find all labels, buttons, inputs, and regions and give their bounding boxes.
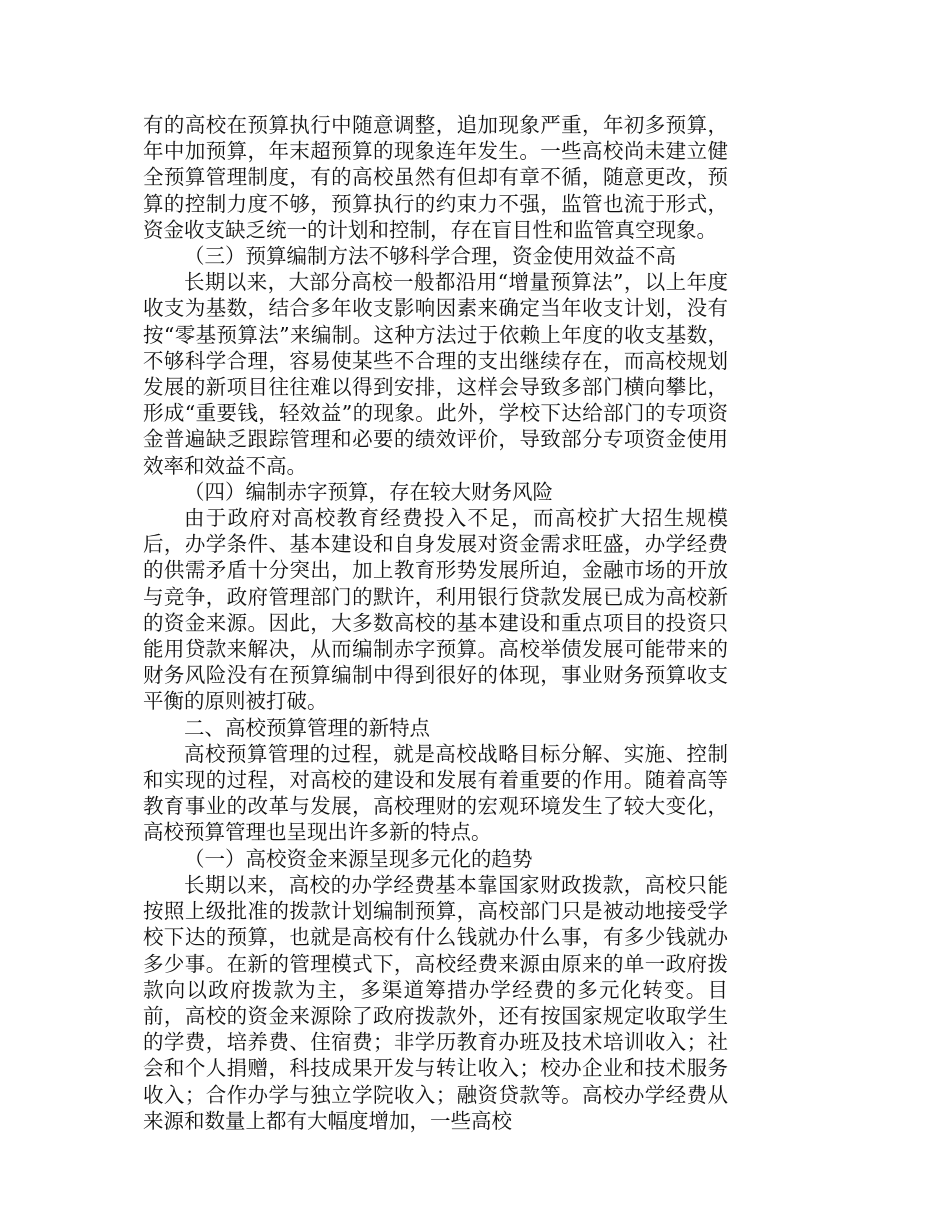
body-paragraph: 长期以来，高校的办学经费基本靠国家财政拨款，高校只能按照上级批准的拨款计划编制预算，高校部门只是被动地接受学校下达的预算，也就是高校有什么钱就办什么事，有多少钱就办多少事。在新的管理模式下，高校经费来源由原来的单一政府拨款向以政府拨款为主，多渠道筹措办学经费的多元化转变。目前，高校的资金来源除了政府拨款外，还有按国家规定收取学生的学费，培养费、住宿费；非学历教育办班及技术培训收入；社会和个人捐赠，科技成果开发与转让收入；校办企业和技术服务收入；合作办学与独立学院收入；融资贷款等。高校办学经费从来源和数量上都有大幅度增加，一些高校 (143, 872, 728, 1133)
section-heading-1: （一）高校资金来源呈现多元化的趋势 (184, 846, 533, 871)
body-paragraph: 由于政府对高校教育经费投入不足，而高校扩大招生规模后，办学条件、基本建设和自身发展对资金需求旺盛，办学经费的供需矛盾十分突出，加上教育形势发展所迫，金融市场的开放与竞争，政府管理部门的默许，利用银行贷款发展已成为高校新的资金来源。因此，大多数高校的基本建设和重点项目的投资只能用贷款来解决，从而编制赤字预算。高校举债发展可能带来的财务风险没有在预算编制中得到很好的体现，事业财务预算收支平衡的原则被打破。 (143, 506, 728, 714)
body-paragraph: 高校预算管理的过程，就是高校战略目标分解、实施、控制和实现的过程，对高校的建设和发展有着重要的作用。随着高等教育事业的改革与发展，高校理财的宏观环境发生了较大变化，高校预算管理也呈现出许多新的特点。 (143, 741, 728, 845)
section-heading-4: （四）编制赤字预算，存在较大财务风险 (184, 479, 553, 504)
body-paragraph: 长期以来，大部分高校一般都沿用“增量预算法”，以上年度收支为基数，结合多年收支影响因素来确定当年收支计划，没有按“零基预算法”来编制。这种方法过于依赖上年度的收支基数，不够科学合理，容易使某些不合理的支出继续存在，而高校规划发展的新项目往往难以得到安排，这样会导致多部门横向攀比，形成“重要钱，轻效益”的现象。此外，学校下达给部门的专项资金普遍缺乏跟踪管理和必要的绩效评价，导致部分专项资金使用效率和效益不高。 (143, 270, 728, 478)
document-page (143, 112, 728, 1134)
section-heading-3: （三）预算编制方法不够科学合理，资金使用效益不高 (184, 244, 676, 269)
body-paragraph-continuation: 有的高校在预算执行中随意调整，追加现象严重，年初多预算，年中加预算，年末超预算的现象连年发生。一些高校尚未建立健全预算管理制度，有的高校虽然有但却有章不循，随意更改，预算的控制力度不够，预算执行的约束力不强，监管也流于形式，资金收支缺乏统一的计划和控制，存在盲目性和监管真空现象。 (143, 113, 728, 242)
chapter-heading-2: 二、高校预算管理的新特点 (184, 715, 430, 740)
